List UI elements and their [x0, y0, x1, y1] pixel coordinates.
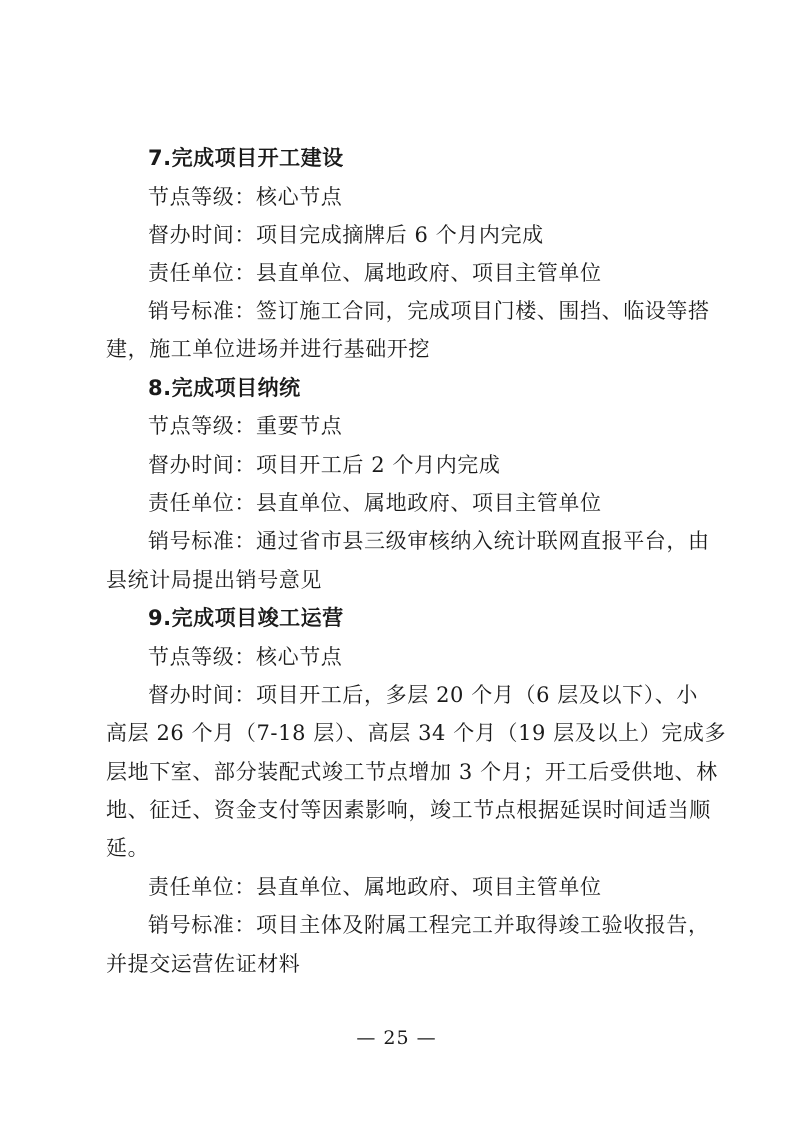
section-7-deadline: 督办时间：项目完成摘牌后 6 个月内完成: [148, 223, 544, 247]
section-9-responsible: 责任单位：县直单位、属地政府、项目主管单位: [148, 875, 602, 899]
section-8-standard-line-2: 县统计局提出销号意见: [106, 568, 322, 592]
section-8-responsible: 责任单位：县直单位、属地政府、项目主管单位: [148, 491, 602, 515]
section-7-level: 节点等级：核心节点: [148, 185, 343, 209]
page-number: — 25 —: [356, 1027, 437, 1049]
section-9-heading: 9.完成项目竣工运营: [148, 606, 344, 630]
section-8-deadline: 督办时间：项目开工后 2 个月内完成: [148, 453, 501, 477]
section-7-heading: 7.完成项目开工建设: [148, 146, 344, 170]
section-9-level: 节点等级：核心节点: [148, 645, 343, 669]
section-7-responsible: 责任单位：县直单位、属地政府、项目主管单位: [148, 261, 602, 285]
section-9-deadline-line-3: 层地下室、部分装配式竣工节点增加 3 个月；开工后受供地、林: [106, 760, 718, 784]
section-9-deadline-line-2: 高层 26 个月（7-18 层）、高层 34 个月（19 层及以上）完成多: [106, 721, 727, 745]
section-7-standard-line-2: 建，施工单位进场并进行基础开挖: [106, 337, 430, 361]
section-9-standard-line-2: 并提交运营佐证材料: [106, 952, 301, 976]
section-8-heading: 8.完成项目纳统: [148, 376, 301, 400]
section-8-standard-line-1: 销号标准：通过省市县三级审核纳入统计联网直报平台，由: [148, 529, 710, 553]
section-9-standard-line-1: 销号标准：项目主体及附属工程完工并取得竣工验收报告，: [148, 913, 710, 937]
section-7-standard-line-1: 销号标准：签订施工合同，完成项目门楼、围挡、临设等搭: [148, 299, 710, 323]
section-8-level: 节点等级：重要节点: [148, 414, 343, 438]
section-9-deadline-line-4: 地、征迁、资金支付等因素影响，竣工节点根据延误时间适当顺: [106, 798, 711, 822]
section-9-deadline-line-1: 督办时间：项目开工后，多层 20 个月（6 层及以下）、小: [148, 683, 699, 707]
section-9-deadline-line-5: 延。: [106, 836, 150, 860]
